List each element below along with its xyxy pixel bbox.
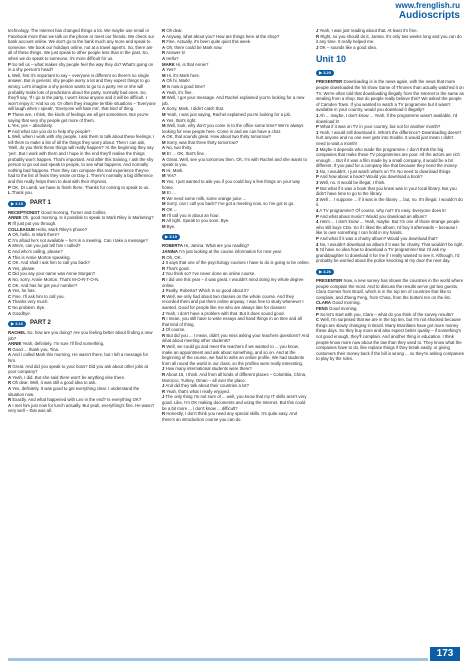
dialogue-line (8, 134, 156, 184)
dialogue-text: Yes, please. (12, 265, 36, 271)
dialogue-text: Well, we only had about two classes on the whole course. And they recorded them and put them online anyway. I was free to study whenever I wanted. Good for people like me who are always late for classes! (162, 293, 304, 310)
dialogue-text: Anyway, what about you? How are things here at the shop? (166, 33, 280, 39)
speaker-label: 5 (316, 247, 319, 253)
speaker-label: R (162, 332, 166, 338)
speaker-label: A (8, 310, 12, 316)
speaker-label: R (162, 218, 166, 224)
dialogue-text: But what if it was a book that you knew was in your local library. But you didn't have time to go to the library. (316, 185, 457, 197)
dialogue-line (162, 179, 310, 190)
speaker-label: R (162, 344, 166, 350)
dialogue-text: And who's calling, please? (12, 248, 63, 254)
speaker-label: M (162, 95, 166, 101)
dialogue-line (162, 95, 310, 106)
speaker-label: R (8, 363, 12, 369)
dialogue-text: Yes, that's right. (166, 117, 197, 123)
speaker-label: C (8, 293, 12, 299)
speaker-label: COLLEAGUE (8, 226, 35, 232)
dialogue-text: Now, a new survey has shown the countries in the world where people complain the most. And to discuss the results we've got two guests, Clara Gomes from Brazil, which is in the top ten of countries that like to complain, and Zheng Feng, from China, from the bottom ten on the list. (316, 277, 464, 300)
track-heading (316, 68, 464, 78)
dialogue-text: OK – sounds like a good idea. (319, 44, 377, 50)
dialogue-text: Oh dear. (166, 28, 183, 33)
speaker-label: A (8, 288, 12, 294)
speaker-label: R (162, 265, 166, 271)
dialogue-text: About 15, I think. And from all kinds of different places – Colombia, China, Morocco, Turkey, Oman – all over the place. (162, 372, 307, 383)
dialogue-text: OK. And shall I ask him to call you back? (12, 260, 90, 266)
speaker-label: J (316, 44, 319, 50)
speaker-label: M (162, 83, 166, 89)
dialogue-text: Oh, there could be Mark now. (166, 44, 223, 50)
speaker-label: J (162, 366, 165, 372)
dialogue-text: Yeah, I did. But she said there won't be anything else there. (12, 374, 126, 380)
dialogue-line (8, 386, 156, 397)
speaker-label: C (8, 260, 12, 266)
dialogue-text: Hello, Mark Riley's phone? (36, 226, 88, 232)
speaker-label: ANNIE (8, 341, 22, 347)
dialogue-text: So let's start with you, Clara – what do you think of the survey results? (320, 311, 454, 317)
dialogue-text: Is now a good time? (166, 83, 206, 89)
speaker-label: 2 (316, 146, 319, 152)
dialogue-text: Did you say your name was Annie Morgan? (12, 271, 96, 277)
speaker-label: A (162, 78, 166, 84)
speaker-label: A (8, 352, 12, 358)
dialogue-text: Hmm ... I don't know ... Yeah, maybe. But I'm one of those strange people who still buys CDs. So if I liked the album, I'd buy it afterwards – because I like to own something I can hold in my hands. (316, 219, 460, 236)
dialogue-text: Good morning, Turner and Collins. (40, 209, 107, 215)
speaker-label: RECEPTIONIST (8, 209, 40, 215)
speaker-label: P (316, 174, 319, 180)
dialogue-text: Honestly, I don't think you need any special skills. It's quite easy. And there's an introduction course you can do. (162, 411, 298, 422)
speaker-label: PRESENTER (316, 79, 343, 85)
dialogue-line (316, 130, 464, 147)
track-heading (316, 267, 464, 277)
dialogue-text: Well, we could go and meet the teachers if we wanted to ... you know, make an appointment and ask about something, and so on. And at the beginning of the course, we had to write an online profile. We had students from all round the world in our class, so the profiles were really interesting. (162, 344, 305, 366)
dialogue-text: What if it was on TV in your country, but not for another month? (320, 124, 441, 130)
speaker-label: P (8, 184, 11, 190)
speaker-label: R (162, 207, 166, 212)
dialogue-text: Hi, Mark. (166, 167, 184, 173)
speaker-label: R (162, 50, 166, 56)
speaker-label: L (8, 123, 11, 129)
speaker-label: R (162, 28, 166, 33)
audio-track-badge[interactable]: ▶ 3.20 (316, 70, 334, 76)
dialogue-text: This is Annie Morton speaking. (12, 254, 71, 260)
dialogue-text: Well, I got your message. And Rachel explained you're looking for a new job. (162, 95, 305, 106)
dialogue-text: You think so? I've never done an online course. (165, 271, 256, 277)
speaker-label: M (162, 151, 166, 157)
audio-track-badge[interactable]: ▶ 3.26 (316, 269, 334, 275)
dialogue-line (316, 45, 464, 51)
column-1 (8, 28, 156, 648)
dialogue-line (8, 73, 156, 112)
speaker-label: R (162, 388, 166, 394)
footer-stripe (8, 658, 428, 661)
speaker-label: P (316, 236, 319, 241)
dialogue-text: These are, I think, the kinds of feelings we all get sometimes. But you're saying that very shy people get more of them. (8, 111, 149, 123)
dialogue-text: Yeah, I would still download it. What's the difference? Downloading doesn't hurt anyone and no one ever gets into trouble. It would just mean I didn't need to wait a month! (316, 129, 462, 146)
dialogue-text: Hi, it's Mark here. (166, 72, 201, 78)
dialogue-line (8, 352, 156, 363)
dialogue-text: No, I wouldn't. I just watch what's on TV. No need to download things. (319, 168, 452, 174)
dialogue-text: Hi, is that Annie? (176, 61, 209, 67)
audio-track-badge[interactable]: ▶ 3.19 (162, 234, 180, 240)
speaker-label: A (8, 254, 12, 260)
dialogue-text: Good morning. (329, 305, 358, 311)
dialogue-text: Well, I'm surprised that we are in the top ten, but I'm not shocked because things are slowly changing in Brazil. Many Brazilians have got more money these days. So they buy more and also expect better quality – if something's not good enough, they'll complain. And another thing is education. I think people know more now about the law than they used to. They know what the companies have to do, like replace things if they break easily, or giving customers their money back if the bill is wrong ... so they're asking companies to play by the rules. (316, 317, 464, 362)
speaker-label: A (8, 265, 12, 271)
speaker-label: P (8, 111, 11, 117)
dialogue-line (8, 311, 156, 317)
speaker-label: J (162, 260, 165, 266)
dialogue-text: I'll just put you through. (12, 221, 57, 226)
dialogue-text: And did they talk about their countries a lot? (165, 383, 249, 389)
speaker-label: A (162, 33, 166, 39)
column-1-top-text (8, 28, 156, 196)
dialogue-text: Oh hi, Mark! (166, 78, 190, 84)
dialogue-text: Yes? (166, 173, 177, 179)
dialogue-text: Well, no. It would be illegal, I think. (319, 180, 386, 186)
speaker-label: P (316, 213, 319, 219)
speaker-label: CLARA (316, 300, 332, 306)
dialogue-text: Yeah, I don't have a problem with that. But it does sound good. (165, 310, 285, 316)
dialogue-text: No, sorry. Annie Morton. That's M-O-R-T-O-N. (12, 276, 100, 282)
speaker-label: A (162, 117, 166, 123)
dialogue-text: Maybe it depends who made the programme. I don't think the big companies that make these TV programmes are poor. All the actors are rich enough ... But if it was a film made by a small company, it would be a bit different. If you paid for a company like that because they need the money. (316, 146, 460, 169)
dialogue-line (162, 333, 310, 344)
speaker-label: J (162, 271, 165, 277)
speaker-label: C (316, 317, 320, 323)
speaker-label: 3 (316, 196, 319, 202)
speaker-label: 1 (316, 112, 319, 118)
dialogue-text: I'm afraid he's not available – he's in a meeting. Can I take a message? (12, 237, 148, 243)
speaker-label: A (162, 55, 166, 61)
speaker-label: 1 (316, 129, 319, 135)
speaker-label: RACHEL (8, 330, 26, 336)
dialogue-text: Thanks very much. (12, 299, 49, 305)
speaker-label: C (8, 248, 12, 254)
dialogue-text: Goodbye. (12, 310, 31, 316)
speaker-label: A (8, 276, 12, 282)
dialogue-text: Answer it! (166, 50, 185, 56)
dialogue-line (162, 411, 310, 422)
speaker-label: R (162, 195, 166, 201)
dialogue-text: Oh dear. Well, it was still a good idea to ask. (12, 380, 97, 386)
dialogue-line (8, 62, 156, 73)
speaker-label: P (8, 128, 11, 134)
speaker-label: R (316, 33, 320, 39)
dialogue-text: Fine. I'll ask him to call you. (12, 293, 65, 299)
speaker-label: L (8, 190, 11, 196)
dialogue-line (162, 157, 310, 168)
dialogue-line (316, 147, 464, 169)
dialogue-line (8, 403, 156, 414)
dialogue-line (8, 28, 156, 62)
audio-track-badge[interactable]: ▶ 3.16 (8, 321, 26, 327)
speaker-label: R (162, 372, 166, 378)
speaker-label: 3 (316, 168, 319, 174)
column-3-top-text (316, 28, 464, 50)
speaker-label: R (162, 316, 166, 322)
track-heading (162, 232, 310, 242)
speaker-label: A (8, 374, 12, 380)
dialogue-text: And what if it was a charity album? Would you download that? (319, 236, 438, 241)
dialogue-text: And what about music? Would you download an album? (319, 213, 427, 219)
speaker-label: M (162, 190, 166, 196)
dialogue-text: Oh, OK. (166, 254, 182, 260)
dialogue-text: Well, when I work with shy people, I ask them to talk about these feelings. I tell them to make a list of all the things they worry about. Then I can ask, 'Well, do you think these things will really happen?' At the beginning they say 'yes'. But I work with them and I hope in the end they'll realise the things probably won't happen. That's important. And after this training, I ask the shy person to go out and speak to people, to see what happens. And normally nothing bad happens. Then they can compare this real experience they've had to the list of fears they wrote on Day 1. There's normally a big difference and this really helps them to deal with their shyness. (8, 134, 155, 185)
speaker-label: R (162, 411, 166, 417)
speaker-label: 4 (316, 241, 319, 247)
speaker-label: L (8, 72, 11, 78)
speaker-label: R (8, 221, 12, 226)
dialogue-text: And how about a book? Would you download a book? (319, 174, 423, 180)
speaker-label: JANINA (162, 248, 178, 254)
speaker-label: R (8, 346, 12, 352)
dialogue-text: Good ... thank you, Tina. (12, 346, 60, 352)
dialogue-line (162, 201, 310, 207)
dialogue-line (316, 278, 464, 300)
speaker-label: PRESENTER (316, 277, 343, 283)
dialogue-line (316, 219, 464, 236)
speaker-label: J (162, 394, 165, 400)
column-3-dialogue-2 (316, 278, 464, 362)
speaker-label: L (8, 134, 11, 140)
dialogue-text: Er ... OK, that's fine. (166, 151, 206, 157)
speaker-label: A (162, 67, 166, 73)
dialogue-text: Right, so you should do it, Janina. It's only two weeks long and you can do it any time. It really helped me. (316, 33, 462, 45)
section-title: Audioscripts (398, 10, 460, 21)
dialogue-line (316, 113, 464, 124)
dialogue-text: No problem. Bye. (12, 304, 46, 310)
dialogue-text: Well ... I suppose ... if it was in the library ... but, no. It's illegal. I wouldn't do it. (316, 196, 463, 208)
speaker-label: J (162, 383, 165, 389)
dialogue-line (316, 197, 464, 208)
part-2-dialogue (8, 330, 156, 414)
column-2 (162, 28, 310, 648)
speaker-label: R (8, 397, 12, 403)
speaker-label: J (162, 310, 165, 316)
dialogue-text: Sorry, was that three thirty tomorrow? (166, 139, 239, 145)
dialogue-text: Yes? (166, 67, 176, 73)
dialogue-text: Good morning. (332, 300, 361, 306)
dialogue-text: That's good. (166, 265, 190, 271)
speaker-label: 3 (316, 180, 319, 186)
column-2-dialogue (162, 243, 310, 422)
dialogue-text: Of course. (165, 327, 186, 333)
dialogue-text: Bye. (166, 223, 176, 229)
speaker-label: C (8, 282, 12, 288)
dialogue-text: I mean, you still have to write essays and hand things in on time and all that kind of thing. (162, 316, 302, 327)
dialogue-text: So tell us – what makes shy people feel the way they do? What's going on in a shy person's head? (8, 61, 154, 73)
dialogue-text: Hello? (166, 55, 179, 61)
speaker-label: MARK (162, 61, 175, 67)
dialogue-text: Ah ... maybe, I don't know ... Yeah, if the programme wasn't available, I'd download it! (316, 112, 458, 124)
speaker-label: R (162, 293, 166, 299)
dialogue-line (8, 364, 156, 375)
speaker-label: J (162, 327, 165, 333)
dialogue-text: OK, that sounds great. How about two thirty tomorrow? (166, 134, 271, 140)
speaker-label: M (162, 111, 166, 117)
speaker-label: A (8, 402, 12, 408)
speaker-label: M (162, 223, 166, 229)
dialogue-line (162, 394, 310, 411)
dialogue-line (162, 294, 310, 311)
speaker-label: R (162, 39, 166, 45)
dialogue-text: No, two thirty. (166, 145, 193, 151)
speaker-label: 4 (316, 208, 319, 214)
dialogue-line (316, 186, 464, 197)
speaker-label: R (162, 167, 166, 173)
dialogue-text: Yes, yes – absolutely. (11, 123, 53, 129)
dialogue-text: Yeah, I was just saying, Rachel explained you're looking for a job. (166, 111, 292, 117)
dialogue-text: A TV programme? Of course, why not? It's easy. Everyone does it! (319, 208, 446, 214)
dialogue-line (8, 330, 156, 341)
dialogue-text: OK. And has he got your number? (12, 282, 78, 288)
dialogue-text: Well, first it's important to say – everyone is different so there's no single answer. But in general, shy people worry a lot and they expect things to go wrong. Let's imagine a shy person wants to go to a party. He or she will probably make lots of predictions about the party, normally bad ones. So, they'll say, 'If I go to the party, I won't know anyone and it will be difficult. I won't enjoy it.' And so on. Or often they imagine terrible situations – 'Everyone will laugh when I speak', 'Everyone will hate me', that kind of thing. (8, 72, 156, 112)
speaker-label: A (162, 134, 166, 140)
dialogue-text: All right. Speak to you soon. Bye. (166, 218, 230, 224)
dialogue-text: Oh, hello. Is Mark there? (12, 232, 60, 238)
speaker-label: FENG (316, 305, 328, 311)
dialogue-text: Yeah, definitely. I'm sure I'll find something. (22, 341, 105, 347)
dialogue-line (162, 123, 310, 134)
speaker-label: A (162, 106, 166, 112)
unit-heading: Unit 10 (316, 54, 347, 65)
speaker-label: A (162, 44, 166, 50)
speaker-label: P (316, 311, 319, 317)
dialogue-line (316, 317, 464, 362)
page-number: 173 (430, 647, 460, 661)
dialogue-line (162, 344, 310, 366)
speaker-label: R (8, 380, 12, 386)
dialogue-text: Yes, he has. (12, 288, 36, 294)
speaker-label: P (8, 61, 11, 67)
speaker-label: A (162, 156, 166, 162)
dialogue-text: Er ... (166, 190, 176, 196)
dialogue-text: I did one this year – it was great. I wouldn't mind doing my whole degree online. (162, 276, 304, 288)
dialogue-text: Yeah, I was just reading about that. At least it's free. (319, 28, 418, 33)
speaker-label: A (8, 232, 12, 238)
dialogue-line (316, 34, 464, 45)
speaker-label: C (8, 304, 12, 310)
speaker-label: ANNIE (8, 215, 22, 221)
page-header (0, 0, 474, 26)
dialogue-line (162, 224, 310, 230)
speaker-label: P (316, 185, 319, 191)
dialogue-text: technology. The Internet has changed things a lot. We maybe use email or Facebook more than we talk on the phone or meet our friends. We check our bank account online. We don't go to the bank much any more and speak to someone. We book our holidays online, not at a travel agent's. So, there are all of these things. We just speak to other people less than in the past. So, when we do speak to someone, it's more difficult for us. (8, 28, 155, 61)
speaker-label: P (316, 124, 319, 130)
column-2-top-text (162, 28, 310, 229)
speaker-label: A (162, 89, 166, 95)
dialogue-text: Fine. Actually, it's been quite quiet this week. (166, 39, 252, 45)
dialogue-text: Downloading is in the news again, with the news that more people downloaded the hit show Game of Thrones than actually watched it on TV. We're often told that downloading illegally from the Internet is the same as stealing from a shop. But do people really believe this? We asked the people of Camden Town. If you wanted to watch a TV programme but it wasn't available in your country, would you download it illegally? (316, 79, 464, 113)
dialogue-line (8, 190, 156, 196)
dialogue-text: It says that one of the psychology courses I have to do is going to be online. (165, 260, 310, 266)
dialogue-text: Yeah, that's what I really enjoyed. (166, 388, 230, 394)
dialogue-text: Oh, good morning. Is it possible to speak to Mark Riley in Marketing? (22, 215, 154, 221)
part-1-heading: ▶ 3.15 PART 1 (8, 199, 156, 209)
speaker-label: C (8, 271, 12, 277)
dialogue-text: Thank you. (11, 190, 34, 196)
speaker-label: M (162, 139, 166, 145)
dialogue-text: Great. And did you speak to your boss? Did you ask about other jobs at your company? (8, 363, 148, 375)
dialogue-text: Exactly. And what happened with Leo in the end? Is everything OK? (12, 397, 142, 403)
dialogue-text: OK ... (166, 207, 178, 212)
speaker-label: M (162, 72, 166, 78)
speaker-label: M (162, 212, 166, 218)
dialogue-text: And I called Mark this morning. He wasn't there, but I left a message for him. (8, 352, 149, 364)
dialogue-text: Hi, Janina. What are you reading? (184, 243, 250, 249)
speaker-label: J (316, 28, 319, 33)
dialogue-text: Great. Well, see you tomorrow then. Oh, I'm with Rachel and she wants to speak to you. (162, 156, 308, 168)
dialogue-text: The only thing I'm not sure of ... well, you know that my IT skills aren't very good. Like, I'm OK making documents and using the Internet. But this could be a bit more ... I don't know ... difficult? (162, 394, 307, 411)
speaker-label: A (8, 386, 12, 392)
column-3 (316, 28, 464, 648)
speaker-label: R (162, 254, 166, 260)
speaker-label: R (162, 276, 166, 282)
speaker-label: C (8, 237, 12, 243)
dialogue-text: We need some milk, some orange juice ... (166, 195, 247, 201)
dialogue-text: I'm just looking at the course information for next year. (179, 248, 283, 254)
dialogue-text: Well, look, why don't you come in to the office some time? We're always looking for new people here. Come in and we can have a chat. (162, 123, 304, 134)
dialogue-text: I'll call you in about an hour. (166, 212, 220, 218)
dialogue-text: Yeah, it's fine. (166, 89, 193, 95)
speaker-label: M (162, 123, 166, 129)
speaker-label: A (162, 145, 166, 151)
site-url: www.frenglish.ru (395, 1, 460, 10)
speaker-label: A (8, 243, 12, 249)
speaker-label: 4 (316, 219, 319, 225)
dialogue-text: Sorry, can I call you back? I've got a meeting now, so I've got to go. (166, 201, 295, 207)
dialogue-text: Sorry, Mark, I didn't catch that. (166, 106, 225, 112)
dialogue-text: No, I wouldn't download an album if it was for charity. That wouldn't be right. (319, 241, 464, 247)
speaker-label: ROBERTA (162, 243, 183, 249)
dialogue-text: And what can you do to help shy people? (11, 128, 91, 134)
dialogue-text: But did you ... I mean, didn't you miss asking your teachers questions? And what about meeting other students? (162, 332, 310, 344)
speaker-label: J (162, 288, 165, 294)
dialogue-line (316, 79, 464, 113)
dialogue-line (316, 247, 464, 264)
speaker-label: R (162, 179, 166, 185)
dialogue-text: OK, Dr Lamb, we have to finish there. Thanks for coming to speak to us. (12, 184, 150, 190)
speaker-label: M (162, 201, 166, 207)
dialogue-text: How many international students were there? (165, 366, 252, 372)
dialogue-text: I'd have no idea how to download a TV programme! But I'd ask my granddaughter to download it for me if I really wanted to see it. Although, I'd probably be worried about the police knocking at my door the next day. (316, 247, 460, 264)
dialogue-line (8, 112, 156, 123)
speaker-label: A (8, 299, 12, 305)
dialogue-line (162, 372, 310, 383)
column-3-dialogue (316, 79, 464, 264)
dialogue-text: Really, Roberta? Which is so good about it? (165, 288, 249, 294)
dialogue-text: I met him just now for lunch actually. But yeah, everything's fine. He wasn't very well – that was all. (8, 402, 154, 414)
dialogue-line (162, 277, 310, 288)
dialogue-text: Mmm, can you just tell him I called? (12, 243, 81, 249)
part-2-heading: ▶ 3.16 PART 2 (8, 319, 156, 329)
part-1-dialogue (8, 210, 156, 316)
dialogue-text: Yes, definitely. It was good to get everything clear. I understand the situation now. (8, 386, 140, 397)
audio-track-badge[interactable]: ▶ 3.15 (8, 201, 26, 207)
dialogue-text: Yes, I just wanted to ask you if you could buy a few things on your way home. (162, 179, 301, 190)
dialogue-text: So, how are you doing? Are you feeling better about finding a new job? (8, 330, 153, 341)
speaker-label: M (162, 173, 166, 179)
dialogue-line (162, 316, 310, 327)
